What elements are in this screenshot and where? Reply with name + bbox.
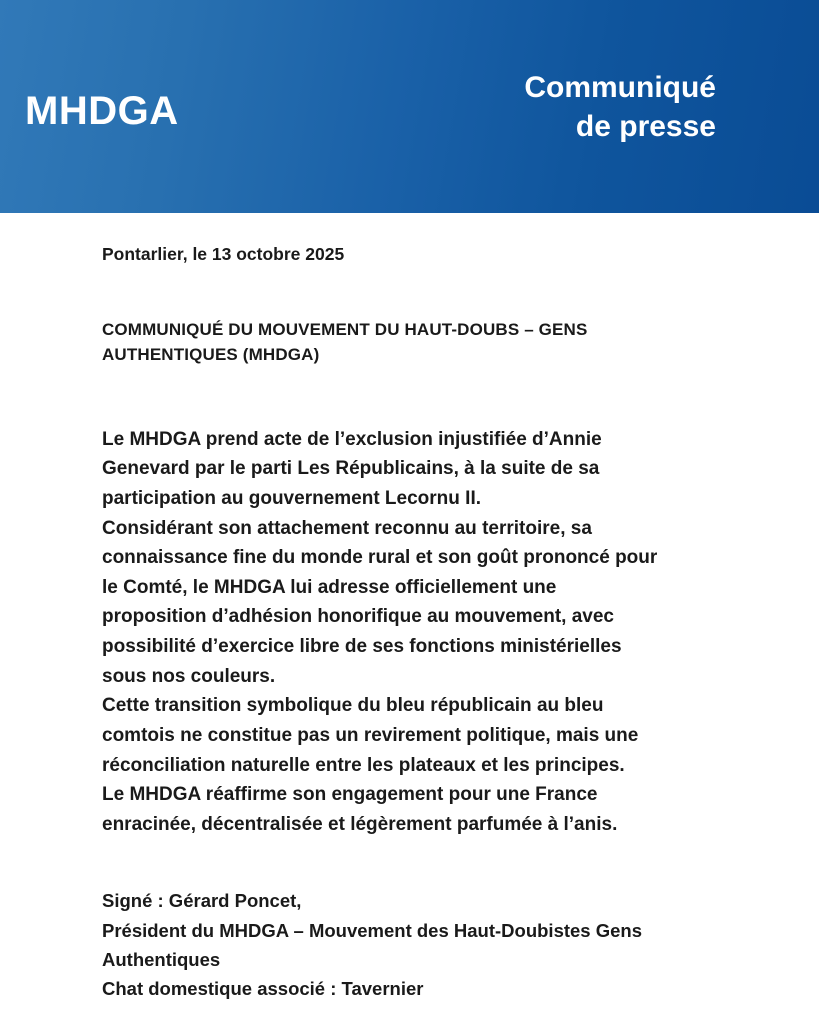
signature-line: Authentiques — [102, 948, 221, 970]
dateline: Pontarlier, le 13 octobre 2025 — [102, 244, 345, 264]
header-title — [524, 69, 716, 146]
brand-logo: MHDGA — [25, 88, 179, 133]
body-line: Le MHDGA réaffirme son engagement pour une France — [102, 784, 598, 806]
body-line: sous nos couleurs. — [102, 665, 276, 687]
body-line: Genevard par le parti Les Républicains, à la suite de sa — [102, 458, 600, 480]
signature-line: Signé : Gérard Poncet, — [102, 890, 302, 912]
body-line: connaissance fine du monde rural et son goût prononcé pour — [102, 547, 658, 569]
body-line: participation au gouvernement Lecornu II. — [102, 487, 481, 509]
body-line: réconciliation naturelle entre les plateaux et les principes. — [102, 754, 625, 776]
signature-block — [102, 886, 716, 1003]
body-line: Considérant son attachement reconnu au territoire, sa — [102, 517, 592, 539]
body-paragraph — [102, 425, 716, 840]
document-body — [0, 243, 819, 1003]
body-line: comtois ne constitue pas un revirement politique, mais une — [102, 724, 639, 746]
body-line: Cette transition symbolique du bleu républicain au bleu — [102, 695, 604, 717]
header-title-line-2: de presse — [575, 109, 716, 143]
body-line: Le MHDGA prend acte de l’exclusion injustifiée d’Annie — [102, 428, 602, 450]
header-title-line-1: Communiqué — [524, 71, 716, 105]
page-title: COMMUNIQUÉ DU MOUVEMENT DU HAUT-DOUBS – GENS AUTHENTIQUES (MHDGA) — [102, 319, 588, 365]
body-line: possibilité d’exercice libre de ses fonctions ministérielles — [102, 636, 622, 657]
body-text — [102, 425, 716, 840]
signature-line: Chat domestique associé : Tavernier — [102, 978, 424, 1000]
signature-line: Président du MHDGA – Mouvement des Haut-Doubistes Gens — [102, 919, 643, 941]
body-line: enracinée, décentralisée et légèrement parfumée à l’anis. — [102, 813, 618, 835]
document-header-banner — [0, 0, 819, 213]
body-line: proposition d’adhésion honorifique au mouvement, avec — [102, 606, 614, 628]
body-line: le Comté, le MHDGA lui adresse officiellement une — [102, 576, 557, 598]
